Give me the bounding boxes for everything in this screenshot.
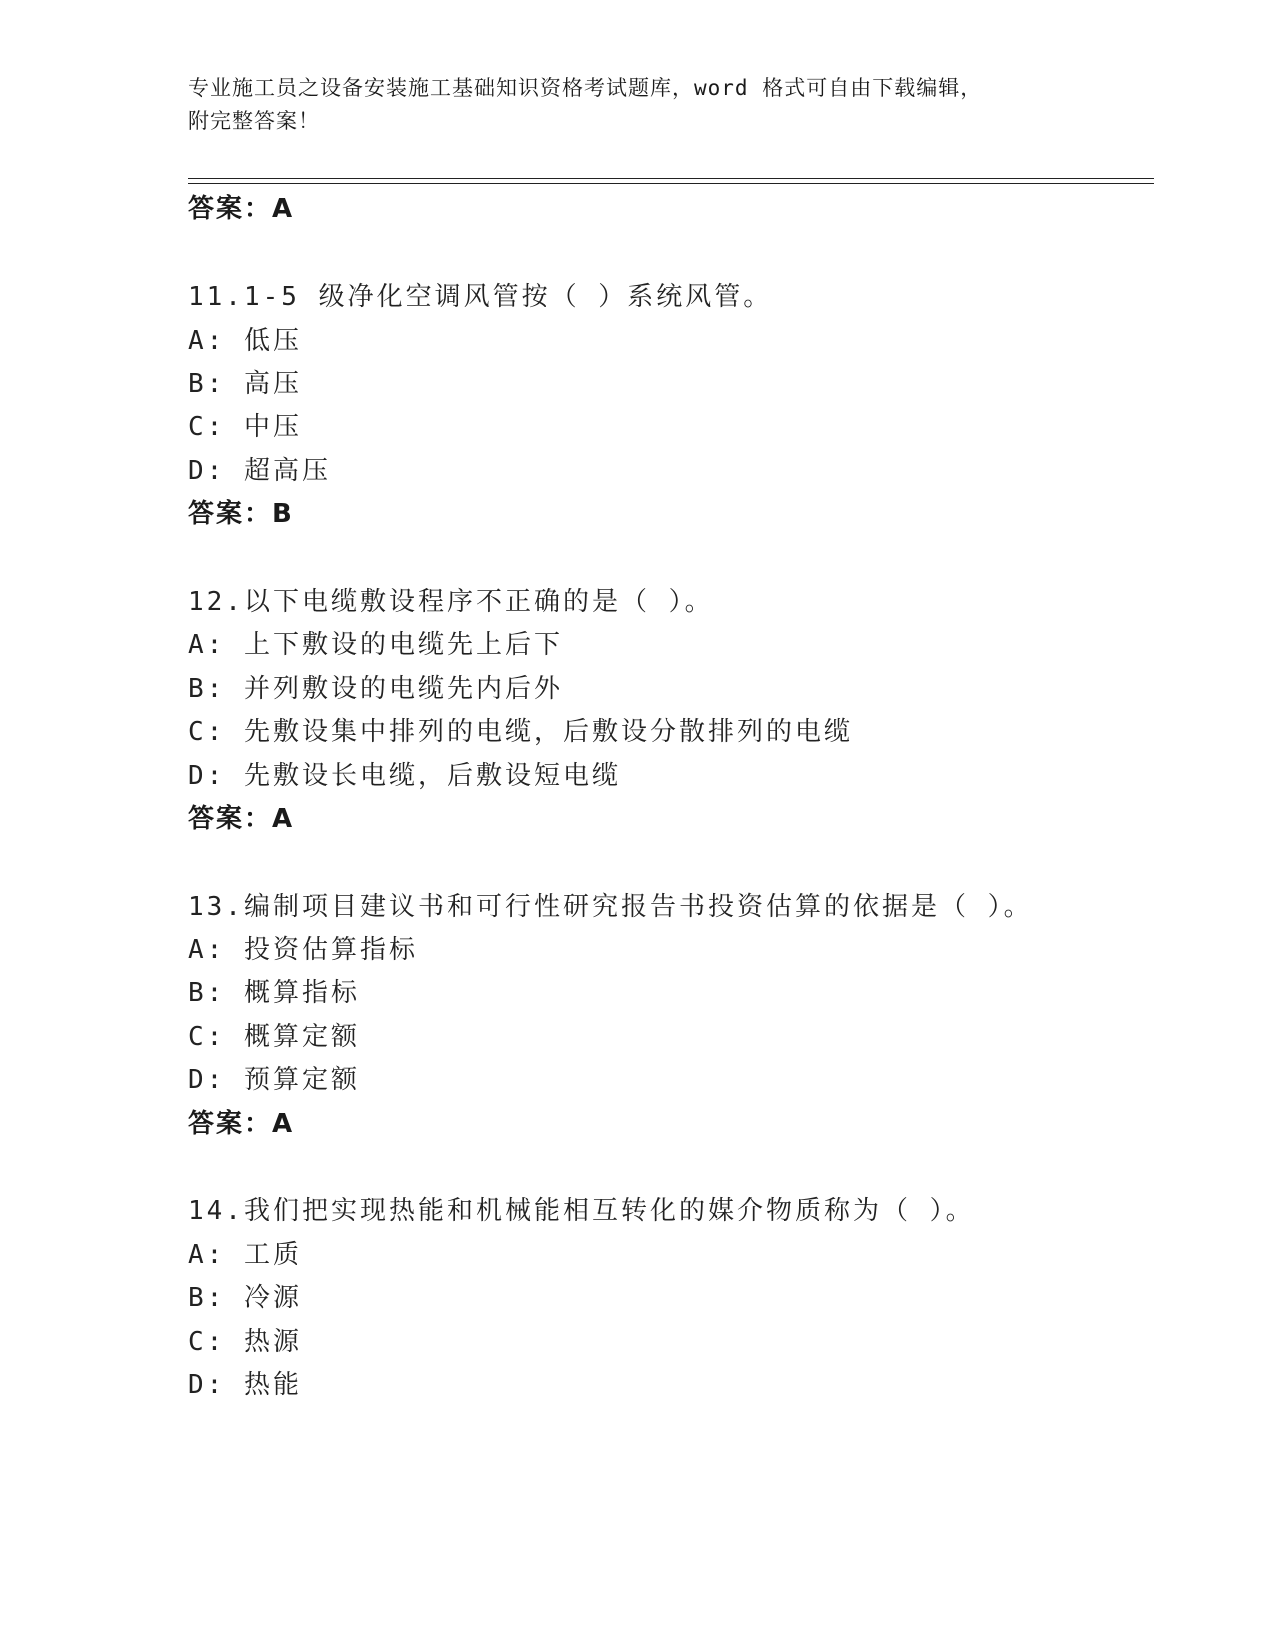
question-13-option-d: D: 预算定额 [188, 1065, 360, 1095]
question-12-stem: 12.以下电缆敷设程序不正确的是（ ）。 [188, 587, 714, 617]
question-13-stem: 13.编制项目建议书和可行性研究报告书投资估算的依据是（ ）。 [188, 892, 1033, 922]
header-divider-top [188, 178, 1154, 179]
question-11-option-a: A: 低压 [188, 326, 302, 356]
question-13-option-a: A: 投资估算指标 [188, 935, 418, 965]
question-14-option-c: C: 热源 [188, 1327, 302, 1357]
question-14-option-d: D: 热能 [188, 1370, 302, 1400]
question-14-option-a: A: 工质 [188, 1240, 302, 1270]
question-11-option-c: C: 中压 [188, 412, 302, 442]
answer-q12: 答案：A [188, 804, 295, 834]
question-13-option-b: B: 概算指标 [188, 978, 360, 1008]
question-11-option-b: B: 高压 [188, 369, 302, 399]
question-13-option-c: C: 概算定额 [188, 1022, 360, 1052]
document-header [188, 72, 1088, 138]
answer-q11: 答案：B [188, 499, 294, 529]
question-14-option-b: B: 冷源 [188, 1283, 302, 1313]
answer-q13: 答案：A [188, 1109, 295, 1139]
question-11-option-d: D: 超高压 [188, 456, 331, 486]
question-12-option-d: D: 先敷设长电缆，后敷设短电缆 [188, 761, 621, 791]
question-14-stem: 14.我们把实现热能和机械能相互转化的媒介物质称为（ ）。 [188, 1196, 975, 1226]
header-line-1: 专业施工员之设备安装施工基础知识资格考试题库，word 格式可自由下载编辑， [188, 76, 983, 100]
question-12-option-c: C: 先敷设集中排列的电缆，后敷设分散排列的电缆 [188, 717, 853, 747]
header-line-2: 附完整答案！ [188, 109, 320, 133]
question-12-option-b: B: 并列敷设的电缆先内后外 [188, 674, 563, 704]
question-12-option-a: A: 上下敷设的电缆先上后下 [188, 630, 563, 660]
question-11-stem: 11.1-5 级净化空调风管按（ ）系统风管。 [188, 282, 773, 312]
answer-q10: 答案：A [188, 194, 295, 224]
header-divider-bottom [188, 183, 1154, 184]
